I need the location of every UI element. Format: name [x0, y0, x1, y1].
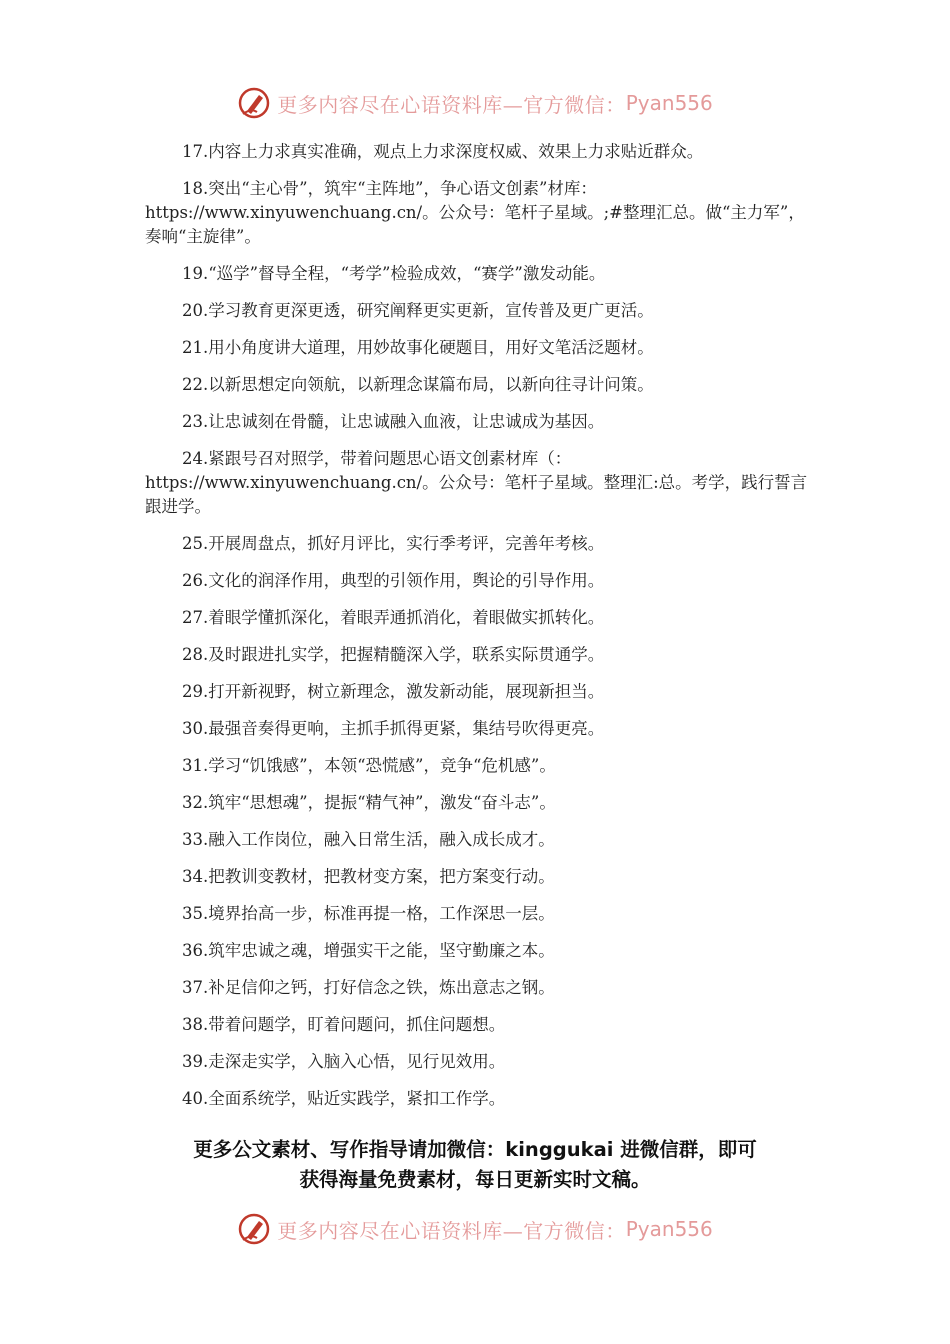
list-item [145, 754, 810, 778]
list-item [145, 791, 810, 815]
item-number: 24. [182, 449, 209, 468]
list-item [145, 680, 810, 704]
footer-banner [0, 1212, 950, 1246]
item-text: 筑牢忠诚之魂，增强实干之能，坚守勤廉之本。 [208, 941, 555, 960]
item-text: 及时跟进扎实学，把握精髓深入学，联系实际贯通学。 [208, 645, 605, 664]
pen-logo-icon [237, 86, 271, 120]
list-item [145, 939, 810, 963]
item-number: 22. [182, 375, 209, 394]
item-text: 内容上力求真实准确，观点上力求深度权威、效果上力求贴近群众。 [208, 142, 704, 161]
list-item [145, 1013, 810, 1037]
item-number: 23. [182, 412, 209, 431]
list-item [145, 902, 810, 926]
banner-wechat-id: Pyan556 [625, 1217, 713, 1241]
item-number: 25. [182, 534, 209, 553]
footer-line-1: 更多公文素材、写作指导请加微信：kinggukai 进微信群，即可 [193, 1138, 757, 1161]
list-item [145, 643, 810, 667]
item-text: 境界抬高一步，标准再提一格，工作深思一层。 [208, 904, 555, 923]
item-text: 学习教育更深更透，研究阐释更实更新，宣传普及更广更活。 [208, 301, 654, 320]
item-text: “巡学”督导全程，“考学”检验成效，“赛学”激发动能。 [208, 264, 606, 283]
item-text: 突出“主心骨”，筑牢“主阵地”，争心语文创素”材库：https://www.xinyuwenchuang.cn/。公众号：笔杆子星域。;#整理汇总。做“主力军”，奏响“主旋律”。 [145, 179, 805, 246]
item-number: 38. [182, 1015, 209, 1034]
item-number: 27. [182, 608, 209, 627]
item-number: 21. [182, 338, 209, 357]
item-number: 40. [182, 1089, 209, 1108]
item-text: 融入工作岗位，融入日常生活，融入成长成才。 [208, 830, 555, 849]
item-text: 着眼学懂抓深化，着眼弄通抓消化，着眼做实抓转化。 [208, 608, 605, 627]
item-text: 让忠诚刻在骨髓，让忠诚融入血液，让忠诚成为基因。 [208, 412, 605, 431]
item-number: 32. [182, 793, 209, 812]
footer-line-2: 获得海量免费素材，每日更新实时文稿。 [299, 1168, 651, 1191]
list-item [145, 299, 810, 323]
slogan-list [145, 140, 810, 1124]
item-number: 31. [182, 756, 209, 775]
list-item [145, 828, 810, 852]
banner-text: 更多内容尽在心语资料库—官方微信： [277, 92, 626, 117]
list-item [145, 865, 810, 889]
item-number: 33. [182, 830, 209, 849]
list-item [145, 606, 810, 630]
item-number: 30. [182, 719, 209, 738]
list-item [145, 976, 810, 1000]
item-text: 紧跟号召对照学，带着问题思心语文创素材库（：https://www.xinyuwenchuang.cn/。公众号：笔杆子星域。整理汇:总。考学，践行誓言跟进学。 [145, 449, 808, 516]
list-item [145, 532, 810, 556]
footer-promo [0, 1135, 950, 1195]
item-number: 20. [182, 301, 209, 320]
item-number: 39. [182, 1052, 209, 1071]
item-text: 带着问题学，盯着问题问，抓住问题想。 [208, 1015, 506, 1034]
item-number: 36. [182, 941, 209, 960]
list-item [145, 447, 810, 519]
item-number: 29. [182, 682, 209, 701]
banner-text: 更多内容尽在心语资料库—官方微信： [277, 1218, 626, 1243]
list-item [145, 569, 810, 593]
item-text: 用小角度讲大道理，用妙故事化硬题目，用好文笔活泛题材。 [208, 338, 654, 357]
list-item [145, 1087, 810, 1111]
list-item [145, 177, 810, 249]
item-text: 最强音奏得更响，主抓手抓得更紧，集结号吹得更亮。 [208, 719, 605, 738]
list-item [145, 262, 810, 286]
item-number: 19. [182, 264, 209, 283]
item-number: 18. [182, 179, 209, 198]
item-number: 26. [182, 571, 209, 590]
list-item [145, 1050, 810, 1074]
item-number: 17. [182, 142, 209, 161]
item-text: 打开新视野，树立新理念，激发新动能，展现新担当。 [208, 682, 605, 701]
list-item [145, 373, 810, 397]
pen-logo-icon [237, 1212, 271, 1246]
item-number: 37. [182, 978, 209, 997]
item-text: 学习“饥饿感”，本领“恐慌感”，竞争“危机感”。 [208, 756, 556, 775]
item-text: 补足信仰之钙，打好信念之铁，炼出意志之钢。 [208, 978, 555, 997]
list-item [145, 410, 810, 434]
item-number: 34. [182, 867, 209, 886]
item-text: 以新思想定向领航，以新理念谋篇布局，以新向往寻计问策。 [208, 375, 654, 394]
banner-wechat-id: Pyan556 [625, 91, 713, 115]
header-banner [0, 86, 950, 120]
item-text: 开展周盘点，抓好月评比，实行季考评，完善年考核。 [208, 534, 605, 553]
list-item [145, 336, 810, 360]
item-number: 35. [182, 904, 209, 923]
item-text: 全面系统学，贴近实践学，紧扣工作学。 [208, 1089, 506, 1108]
list-item [145, 140, 810, 164]
list-item [145, 717, 810, 741]
item-number: 28. [182, 645, 209, 664]
item-text: 文化的润泽作用，典型的引领作用，舆论的引导作用。 [208, 571, 605, 590]
item-text: 把教训变教材，把教材变方案，把方案变行动。 [208, 867, 555, 886]
item-text: 筑牢“思想魂”，提振“精气神”，激发“奋斗志”。 [208, 793, 556, 812]
item-text: 走深走实学，入脑入心悟，见行见效用。 [208, 1052, 506, 1071]
